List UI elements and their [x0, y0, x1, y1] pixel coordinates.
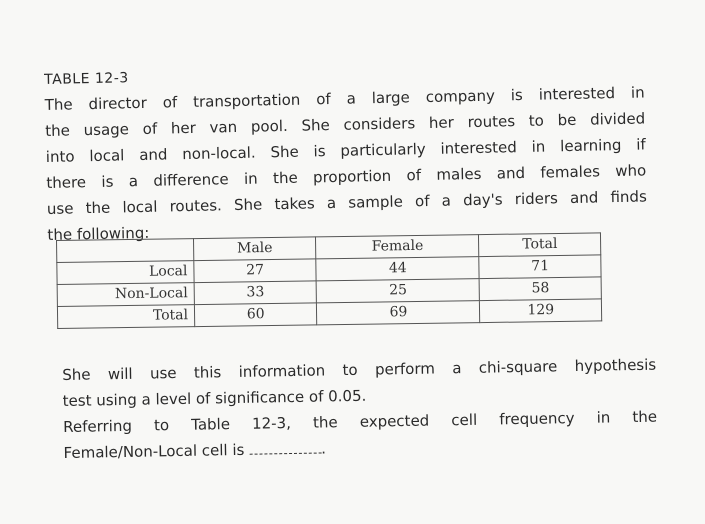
header-female: Female: [316, 235, 479, 259]
cell-nonlocal-male: 33: [194, 281, 317, 305]
cell-nonlocal-total: 58: [480, 277, 602, 301]
contingency-table: [56, 232, 602, 329]
table-title: TABLE 12-3: [44, 70, 129, 88]
row-label-total: Total: [57, 305, 194, 329]
row-label-nonlocal: Non-Local: [57, 283, 194, 307]
followup-line: She will use this information to perform a chi-square hypothesis: [62, 355, 657, 384]
intro-line: The director of transportation of a large company is interested in: [44, 83, 645, 114]
cell-total-female: 69: [317, 301, 480, 325]
followup-line: Referring to Table 12-3, the expected cell frequency in the: [62, 407, 658, 436]
header-male: Male: [193, 237, 316, 261]
cell-nonlocal-female: 25: [316, 279, 479, 303]
cell-local-total: 71: [479, 255, 601, 279]
answer-blank[interactable]: [249, 438, 321, 454]
problem-question: [62, 352, 658, 466]
cell-total-total: 129: [480, 299, 602, 323]
intro-line: the usage of her van pool. She considers her routes to be divided: [45, 109, 646, 140]
header-total: Total: [479, 233, 601, 257]
followup-line: test using a level of significance of 0.05.: [62, 386, 367, 410]
followup-line: Female/Non-Local cell is: [63, 440, 245, 462]
table-corner-cell: [57, 239, 194, 263]
blank-period: .: [321, 439, 327, 458]
cell-local-male: 27: [194, 259, 317, 283]
contingency-table-wrap: [56, 232, 602, 329]
intro-paragraph: [44, 79, 647, 222]
intro-line: into local and non-local. She is particularly interested in learning if: [45, 135, 646, 166]
cell-total-male: 60: [194, 303, 317, 327]
problem-intro: [44, 57, 648, 248]
intro-line: use the local routes. She takes a sample of a day's riders and finds: [46, 187, 647, 218]
cell-local-female: 44: [316, 257, 479, 281]
intro-line: there is a difference in the proportion of males and females who: [46, 161, 647, 192]
row-label-local: Local: [57, 261, 194, 285]
intro-line: the following:: [47, 223, 150, 244]
